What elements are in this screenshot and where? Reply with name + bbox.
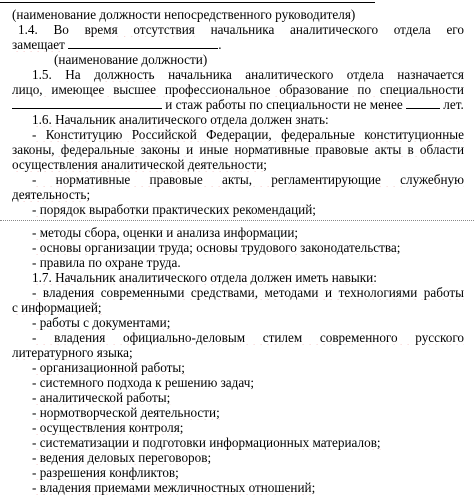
line-text: осуществления аналитической деятельности;	[12, 157, 267, 172]
line-text: - Конституцию Российской Федерации, федеральные конституционные	[32, 127, 464, 142]
list-item	[12, 435, 464, 450]
line-text: 1.4. Во	[18, 22, 85, 37]
text-line-caption-position	[12, 52, 464, 67]
line-text: - правила по охране труда.	[32, 255, 181, 270]
line-text: литературного языка;	[12, 345, 133, 360]
line-text: лицо, имеющее высшее профессиональное образование по специальности	[12, 82, 464, 97]
text-line-experience	[12, 97, 464, 112]
list-item	[12, 390, 464, 405]
top-signature-line	[0, 2, 375, 3]
list-item	[12, 240, 464, 255]
text-line-caption-manager	[12, 7, 464, 22]
line-text: - аналитической работы;	[32, 390, 171, 405]
fill-in-blank[interactable]	[12, 97, 162, 109]
line-text: - владения современными средствами, методами и технологиями работы	[32, 285, 464, 300]
text-line-1-6	[12, 112, 464, 127]
line-text: с информацией;	[12, 300, 102, 315]
list-item-continuation	[12, 187, 464, 202]
list-item	[12, 375, 464, 390]
list-item	[12, 315, 464, 330]
caption-text: (наименование должности)	[54, 52, 208, 67]
line-text: - методы сбора, оценки и анализа информации;	[32, 225, 299, 240]
caption-text: (наименование должности непосредственного руководителя)	[12, 7, 356, 22]
line-text: 1.5. На	[32, 67, 95, 82]
line-text: - ведения деловых переговоров;	[32, 450, 212, 465]
list-item-continuation	[12, 142, 464, 157]
line-text: и стаж работы по специальности не менее	[162, 97, 406, 112]
line-text: - основы организации труда; основы трудового законодательства;	[32, 240, 401, 255]
line-text: начальника аналитического отдела назначается	[154, 67, 464, 82]
line-text: - владения приемами межличностных отношений;	[32, 480, 316, 495]
line-text: должность	[94, 67, 155, 82]
list-item	[12, 450, 464, 465]
text-line-education	[12, 82, 464, 97]
list-item-continuation	[12, 300, 464, 315]
page-break	[0, 220, 474, 221]
list-item	[12, 172, 464, 187]
list-item	[12, 465, 464, 480]
line-text: законы, федеральные законы и иные нормативные правовые акты в области	[12, 142, 464, 157]
line-text: - разрешения конфликтов;	[32, 465, 179, 480]
list-item	[12, 360, 464, 375]
text-line-1-7	[12, 270, 464, 285]
line-text: начальника аналитического отдела его	[194, 22, 464, 37]
line-text: - нормативные правовые акты, регламентирующие служебную	[32, 172, 464, 187]
list-item	[12, 405, 464, 420]
line-text: - порядок выработки практических рекомендаций;	[32, 202, 316, 217]
text-line-1-5	[12, 67, 464, 82]
line-text: лет.	[440, 97, 464, 112]
list-item	[12, 127, 464, 142]
line-text: - организационной работы;	[32, 360, 185, 375]
list-item	[12, 285, 464, 300]
line-text: замещает	[12, 37, 65, 52]
list-item-continuation	[12, 157, 464, 172]
list-item	[12, 202, 464, 217]
fill-in-blank[interactable]	[68, 37, 218, 49]
fill-in-blank-years[interactable]	[406, 97, 440, 109]
list-item	[12, 420, 464, 435]
line-text: 1.7. Начальник аналитического отдела должен иметь навыки:	[32, 270, 377, 285]
list-item-continuation	[12, 345, 464, 360]
line-text: .	[218, 37, 222, 52]
line-text: - владения официально-деловым стилем современного русского	[32, 330, 464, 345]
line-text: - осуществления контроля;	[32, 420, 184, 435]
line-text: время отсутствия	[84, 22, 195, 37]
text-line-substitute	[12, 37, 464, 52]
line-text: - работы с документами;	[32, 315, 171, 330]
text-line-1-4	[12, 22, 464, 37]
line-text: - системного подхода к решению задач;	[32, 375, 254, 390]
line-text: деятельность;	[12, 187, 91, 202]
list-item	[12, 225, 464, 240]
line-text: - нормотворческой деятельности;	[32, 405, 220, 420]
line-text: 1.6. Начальник аналитического отдела должен знать:	[32, 112, 329, 127]
line-text: - систематизации и подготовки информационных материалов;	[32, 435, 381, 450]
list-item	[12, 330, 464, 345]
list-item	[12, 255, 464, 270]
